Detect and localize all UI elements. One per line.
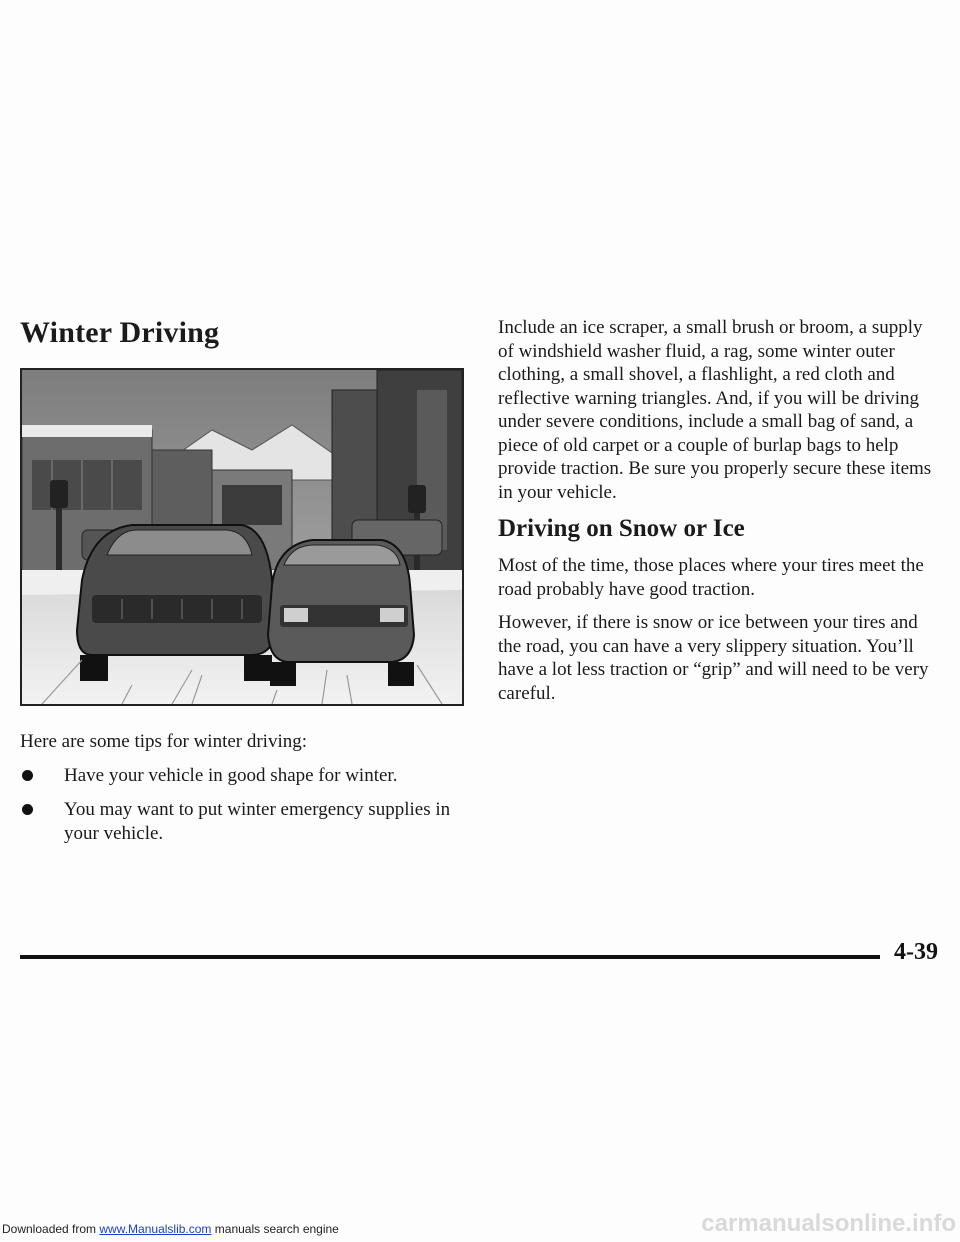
- list-item: [20, 798, 470, 846]
- download-note-suffix: manuals search engine: [211, 1222, 339, 1236]
- right-column-text: [498, 316, 938, 715]
- subsection-heading: Driving on Snow or Ice: [498, 515, 745, 542]
- bullet-icon: [22, 770, 33, 781]
- traction-paragraph: Most of the time, those places where your tires meet the road probably have good traction.: [498, 555, 924, 600]
- page-number: 4-39: [894, 939, 938, 965]
- download-note-prefix: Downloaded from: [2, 1222, 100, 1236]
- watermark: carmanualsonline.info: [701, 1210, 956, 1237]
- bullet-icon: [22, 804, 33, 815]
- list-item: [20, 764, 470, 788]
- footer-rule: [20, 955, 880, 959]
- tips-list: [20, 764, 470, 846]
- winter-driving-illustration: [20, 368, 464, 706]
- manualslib-link[interactable]: www.Manualslib.com: [99, 1222, 212, 1236]
- supplies-paragraph: Include an ice scraper, a small brush or broom, a supply of windshield washer fluid, a rag, some winter outer clothing, a small shovel, a flashlight, a red cloth and reflective warning triangles. And, if you will be driving under severe conditions, include a small bag of sand, a piece of old carpet or a couple of burlap bags to help provide traction. Be sure you properly secure these items in your vehicle.: [498, 317, 932, 503]
- tips-intro: Here are some tips for winter driving:: [20, 731, 308, 752]
- left-column-text: [20, 730, 470, 856]
- list-item-text: You may want to put winter emergency supplies in your vehicle.: [64, 799, 451, 844]
- illustration-drawing: [22, 370, 462, 704]
- slippery-paragraph: However, if there is snow or ice between your tires and the road, you can have a very slippery situation. You’ll have a lot less traction or “grip” and will need to be very careful.: [498, 612, 929, 704]
- list-item-text: Have your vehicle in good shape for winter.: [64, 765, 398, 786]
- section-heading: Winter Driving: [20, 316, 220, 349]
- download-note: [2, 1222, 339, 1236]
